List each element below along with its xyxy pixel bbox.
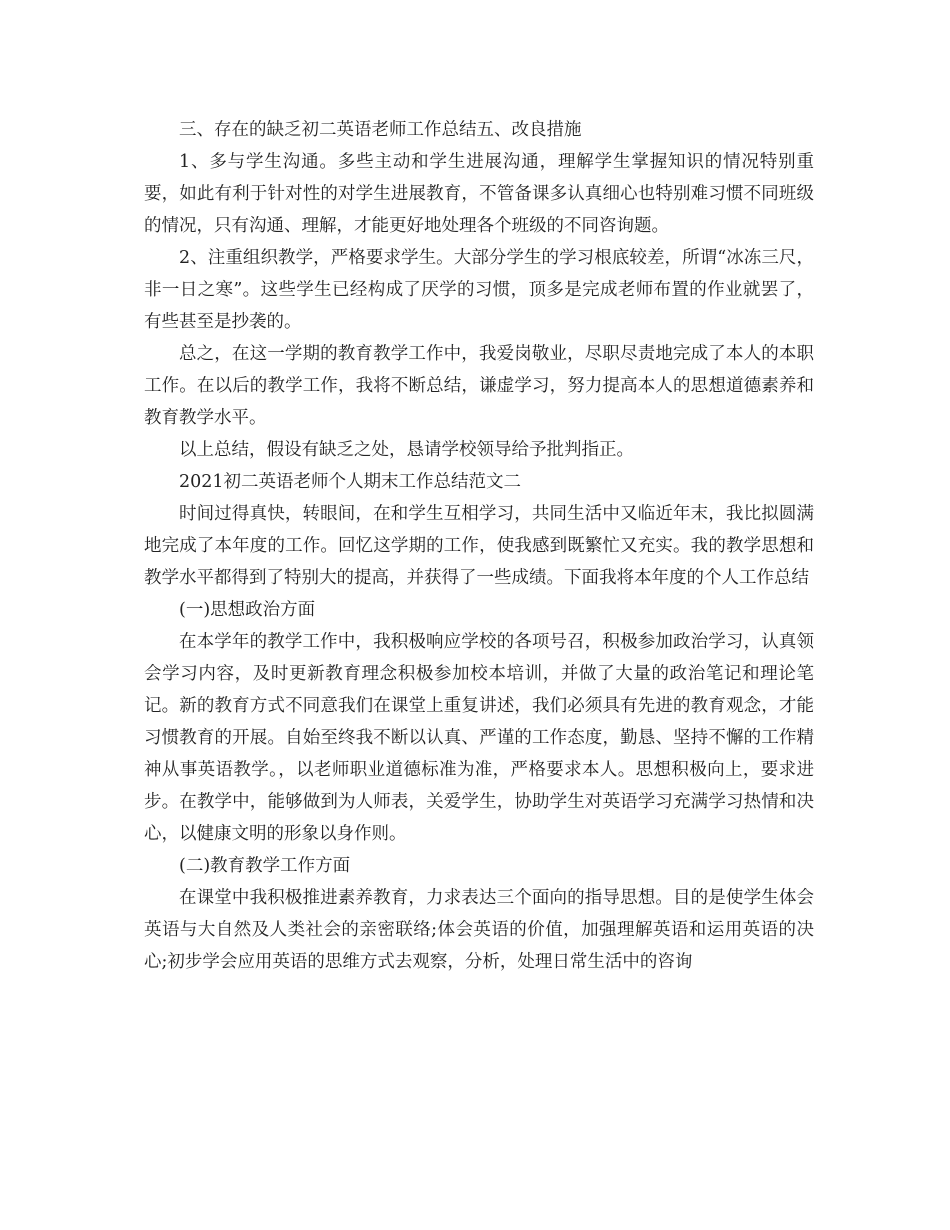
paragraph-introduction: 时间过得真快，转眼间，在和学生互相学习，共同生活中又临近年末，我比拟圆满地完成了本年度的工作。回忆这学期的工作，使我感到既繁忙又充实。我的教学思想和教学水平都得到了特别大的提高，并获得了一些成绩。下面我将本年度的个人工作总结 [144,504,814,588]
subheading-political-thought: (一)思想政治方面 [179,600,316,620]
section-title-sample-two: 2021初二英语老师个人期末工作总结范文二 [179,472,522,492]
paragraph-political-thought: 在本学年的教学工作中，我积极响应学校的各项号召，积极参加政治学习，认真领会学习内容，及时更新教育理念积极参加校本培训，并做了大量的政治笔记和理论笔记。新的教育方式不同意我们在课堂上重复讲述，我们必须具有先进的教育观念，才能习惯教育的开展。自始至终我不断以认真、严谨的工作态度，勤恳、坚持不懈的工作精神从事英语教学。，以老师职业道德标准为准，严格要求本人。思想积极向上，要求进步。在教学中，能够做到为人师表，关爱学生，协助学生对英语学习充满学习热情和决心，以健康文明的形象以身作则。 [144,632,814,844]
paragraph-summary: 总之，在这一学期的教育教学工作中，我爱岗敬业，尽职尽责地完成了本人的本职工作。在以后的教学工作，我将不断总结，谦虚学习，努力提高本人的思想道德素养和教育教学水平。 [144,344,814,428]
paragraph-communication: 1、多与学生沟通。多些主动和学生进展沟通，理解学生掌握知识的情况特别重要，如此有利于针对性的对学生进展教育，不管备课多认真细心也特别难习惯不同班级的情况，只有沟通、理解，才能更好地处理各个班级的不同咨询题。 [144,152,814,236]
subheading-teaching-work: (二)教育教学工作方面 [179,856,351,876]
paragraph-closing-request: 以上总结，假设有缺乏之处，恳请学校领导给予批判指正。 [179,440,634,460]
section-heading-improvement-measures: 三、存在的缺乏初二英语老师工作总结五、改良措施 [179,120,582,140]
document-body [144,114,814,978]
paragraph-organize-teaching: 2、注重组织教学，严格要求学生。大部分学生的学习根底较差，所谓“冰冻三尺，非一日之寒”。这些学生已经构成了厌学的习惯，顶多是完成老师布置的作业就罢了，有些甚至是抄袭的。 [144,248,814,332]
paragraph-teaching-work: 在课堂中我积极推进素养教育，力求表达三个面向的指导思想。目的是使学生体会英语与大自然及人类社会的亲密联络;体会英语的价值，加强理解英语和运用英语的决心;初步学会应用英语的思维方式去观察，分析，处理日常生活中的咨询 [144,888,814,972]
